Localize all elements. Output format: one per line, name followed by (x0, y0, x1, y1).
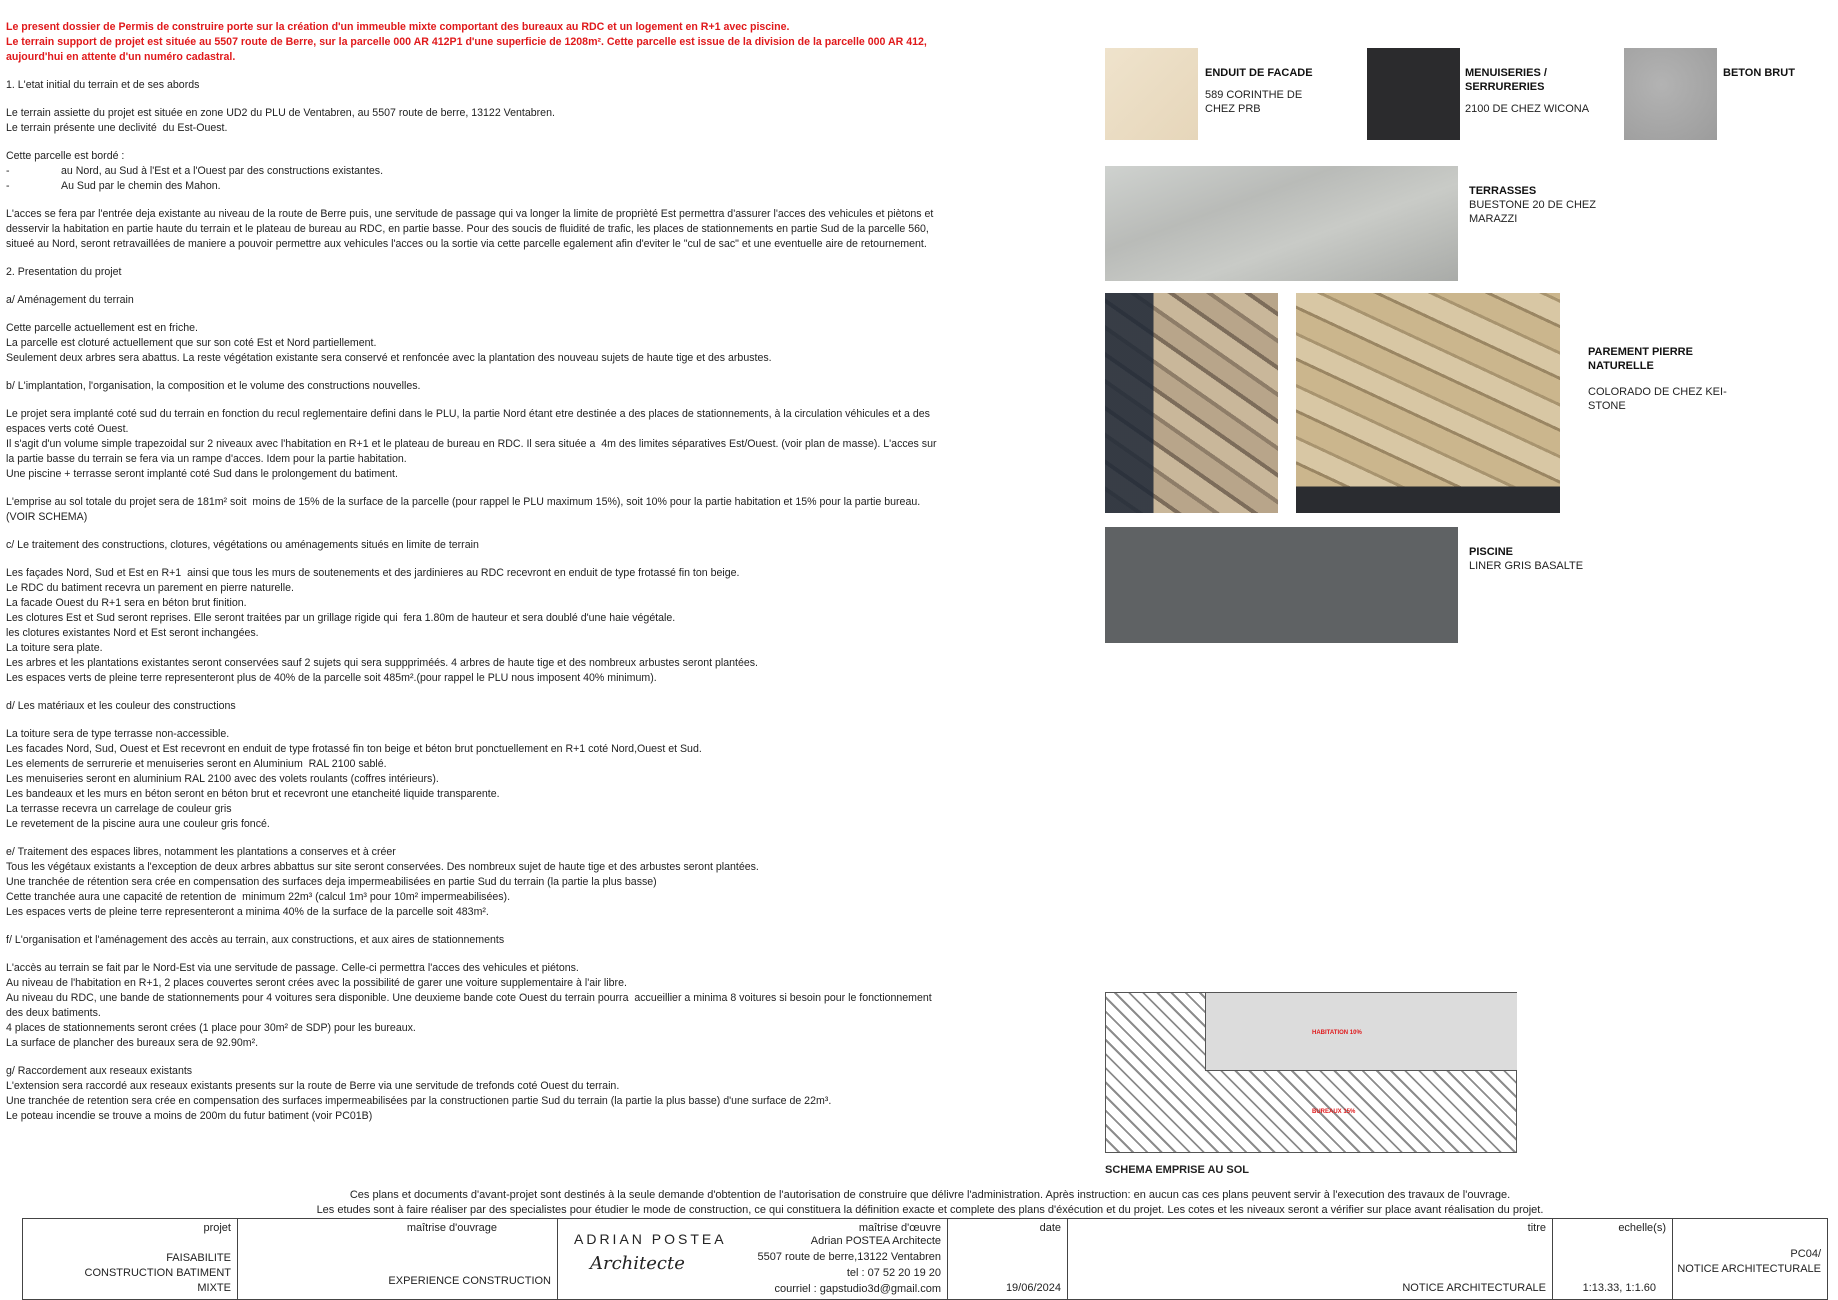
notice-line: Seulement deux arbres sera abattus. La reste végétation existante sera conservé et renfoncée avec la plantation des nouveau sujets de haute tige et des arbustes. (6, 352, 772, 364)
notice-line: b/ L'implantation, l'organisation, la composition et le volume des constructions nouvelles. (6, 380, 421, 392)
notice-line: d/ Les matériaux et les couleur des constructions (6, 700, 236, 712)
notice-line: Les menuiseries seront en aluminium RAL 2100 avec des volets roulants (coffres intérieurs). (6, 773, 439, 785)
notice-line: - Au Sud par le chemin des Mahon. (6, 179, 1016, 194)
titre-value: NOTICE ARCHITECTURALE (1402, 1282, 1546, 1294)
notice-line: La facade Ouest du R+1 sera en béton brut finition. (6, 597, 247, 609)
notice-line: c/ Le traitement des constructions, clotures, végétations ou aménagements situés en limite de terrain (6, 539, 479, 551)
notice-line: f/ L'organisation et l'aménagement des accès au terrain, aux constructions, et aux aires de stationnements (6, 934, 505, 946)
notice-text (6, 20, 1016, 1124)
notice-line: Le projet sera implanté coté sud du terrain en fonction du recul reglementaire defini dans le PLU, la partie Nord étant etre destinée a des places de stationnements, à la circulation véhicules et a des (6, 408, 930, 420)
notice-line: - au Nord, au Sud à l'Est et a l'Ouest par des constructions existantes. (6, 164, 1016, 179)
notice-line: Au niveau du RDC, une bande de stationnements pour 4 voitures sera disponible. Une deuxieme bande cote Ouest du terrain pourra accueillier a minima 8 voitures si besoin pour le fonctionnement (6, 992, 932, 1004)
notice-line: Les elements de serrurerie et menuiseries seront en Aluminium RAL 2100 sablé. (6, 758, 387, 770)
notice-line: Le revetement de la piscine aura une couleur gris foncé. (6, 818, 270, 830)
schema-title: SCHEMA EMPRISE AU SOL (1105, 1164, 1250, 1176)
architect-line-2: 5507 route de berre,13122 Ventabren (757, 1251, 941, 1263)
pierre-label (1588, 345, 1728, 413)
architect-logo: ADRIAN POSTEA (574, 1231, 727, 1247)
architect-signature: Architecte (590, 1253, 685, 1274)
schema-habitation-label: HABITATION 10% (1312, 1030, 1362, 1036)
notice-line: Il s'agit d'un volume simple trapezoidal sur 2 niveaux avec l'habitation en R+1 et le plateau de bureau en RDC. Il sera située a 4m des limites séparatives Est/Ouest. (voir plan de masse). L'acces sur (6, 438, 937, 450)
notice-line: Les arbres et les plantations existantes seront conservées sauf 2 sujets qui sera supppriméés. 4 arbres de haute tige et des nombreux arbustes seront plantées. (6, 657, 758, 669)
notice-line: les clotures existantes Nord et Est seront inchangées. (6, 627, 259, 639)
cell-echelle (1553, 1219, 1673, 1299)
notice-line: L'emprise au sol totale du projet sera de 181m² soit moins de 15% de la surface de la parcelle (pour rappel le PLU maximum 15%), soit 10% pour la partie habitation et 15% pour la partie bureau. (6, 496, 921, 508)
notice-line: Le terrain support de projet est située au 5507 route de Berre, sur la parcelle 000 AR 412P1 d'une superficie de 1208m². Cette parcelle est issue de la division de la parcelle 000 AR 412, (6, 36, 927, 48)
piscine-label (1469, 545, 1629, 573)
date-label: date (1039, 1222, 1061, 1234)
notice-line: situeé au Nord, seront retravaillées de maniere a pouvoir permettre aux vehicules l'acces ou la sortie via cette parcelle egalement afin d'eviter le "cul de sac" et une eventuelle aire de retournement. (6, 238, 927, 250)
notice-line: Les façades Nord, Sud et Est en R+1 ainsi que tous les murs de soutenements et des jardinieres au RDC recevront en enduit de type frotassé fin ton beige. (6, 567, 740, 579)
menuiseries-label (1465, 66, 1600, 116)
cell-maitrise-oeuvre (558, 1219, 948, 1299)
notice-line: e/ Traitement des espaces libres, notamment les plantations a conserves et à créer (6, 846, 396, 858)
reference-line-2: NOTICE ARCHITECTURALE (1677, 1263, 1821, 1275)
pierre-photo-1 (1105, 293, 1278, 513)
echelle-value: 1:13.33, 1:1.60 (1582, 1282, 1656, 1294)
notice-line: La toiture sera de type terrasse non-accessible. (6, 728, 230, 740)
notice-line: 1. L'etat initial du terrain et de ses abords (6, 79, 200, 91)
enduit-title: ENDUIT DE FACADE (1205, 67, 1313, 79)
enduit-label (1205, 66, 1325, 116)
pierre-title: PAREMENT PIERRE NATURELLE (1588, 346, 1693, 372)
notice-line: Les espaces verts de pleine terre representeront a minima 40% de la surface de la parcelle soit 483m². (6, 906, 489, 918)
menuiseries-desc: 2100 DE CHEZ WICONA (1465, 103, 1590, 115)
notice-line: Les bandeaux et les murs en béton seront en béton brut et recevront une etancheité liquide transparente. (6, 788, 500, 800)
notice-line: La toiture sera plate. (6, 642, 103, 654)
enduit-swatch (1105, 48, 1198, 140)
notice-line: Les facades Nord, Sud, Ouest et Est recevront en enduit de type frotassé fin ton beige et béton brut ponctuellement en R+1 coté Nord,Ouest et Sud. (6, 743, 702, 755)
echelle-label: echelle(s) (1618, 1222, 1666, 1234)
architect-line-1: Adrian POSTEA Architecte (810, 1235, 941, 1247)
projet-label: projet (203, 1222, 231, 1234)
notice-line: Le terrain assiette du projet est située en zone UD2 du PLU de Ventabren, au 5507 route de berre, 13122 Ventabren. (6, 107, 555, 119)
notice-line: Tous les végétaux existants a l'exception de deux arbres abbattus sur site seront conservées. Des nombreux sujet de haute tige et des arbustes seront plantées. (6, 861, 759, 873)
notice-line: des deux batiments. (6, 1007, 101, 1019)
notice-line: La terrasse recevra un carrelage de couleur gris (6, 803, 232, 815)
notice-line: Cette parcelle est bordé : (6, 150, 125, 162)
cell-date (948, 1219, 1068, 1299)
terrasses-photo (1105, 166, 1458, 281)
notice-line: La parcelle est cloturé actuellement que sur son coté Est et Nord partiellement. (6, 337, 377, 349)
cell-projet (23, 1219, 238, 1299)
notice-line: espaces verts coté Ouest. (6, 423, 129, 435)
enduit-desc: 589 CORINTHE DE CHEZ PRB (1205, 89, 1303, 115)
menuiseries-swatch (1367, 48, 1460, 140)
titre-label: titre (1527, 1222, 1546, 1234)
projet-line-2: CONSTRUCTION BATIMENT (84, 1267, 231, 1279)
notice-line: 2. Presentation du projet (6, 266, 122, 278)
cell-maitrise-ouvrage (238, 1219, 558, 1299)
projet-value (85, 1251, 231, 1296)
notice-line: aujourd'hui en attente d'un numéro cadastral. (6, 51, 236, 63)
notice-line: Une piscine + terrasse seront implanté coté Sud dans le prolongement du batiment. (6, 468, 398, 480)
beton-title: BETON BRUT (1723, 67, 1795, 79)
notice-line: la partie basse du terrain se fera via un rampe d'acces. Idem pour la partie habitation. (6, 453, 407, 465)
piscine-title: PISCINE (1469, 546, 1514, 558)
maitrise-ouvrage-label: maîtrise d'ouvrage (406, 1222, 497, 1234)
piscine-desc: LINER GRIS BASALTE (1469, 560, 1584, 572)
disclaimer (230, 1188, 1630, 1218)
notice-line: desservir la habitation en partie haute du terrain et le plateau de bureau au RDC, en partie basse. Pour des soucis de fluidité de trafic, les places de stationnements en partie Sud de la parcelle 560, (6, 223, 929, 235)
notice-line: Les clotures Est et Sud seront reprises. Elle seront traitées par un grillage rigide qui fera 1.80m de hauteur et sera doublé d'une haie végétale. (6, 612, 676, 624)
schema-bureaux-label: BUREAUX 15% (1312, 1109, 1356, 1115)
maitrise-ouvrage-value: EXPERIENCE CONSTRUCTION (388, 1275, 551, 1287)
pierre-photo-2 (1296, 293, 1560, 513)
terrasses-title: TERRASSES (1469, 185, 1537, 197)
notice-line: Une tranchée de retention sera crée en compensation des surfaces impermeabilisées par la constructionen partie Sud du terrain (la partie la plus basse) d'une surface de 22m³. (6, 1095, 832, 1107)
notice-line: Le terrain présente une declivité du Est-Ouest. (6, 122, 228, 134)
reference-value (1677, 1247, 1821, 1277)
schema-emprise (1105, 992, 1517, 1153)
terrasses-desc: BUESTONE 20 DE CHEZ MARAZZI (1469, 199, 1596, 225)
cell-reference (1673, 1219, 1827, 1299)
notice-line: Le present dossier de Permis de construire porte sur la création d'un immeuble mixte comportant des bureaux au RDC et un logement en R+1 avec piscine. (6, 21, 790, 33)
menuiseries-title: MENUISERIES / SERRURERIES (1465, 67, 1547, 93)
architect-line-3: tel : 07 52 20 19 20 (846, 1267, 941, 1279)
disclaimer-line-2: Les etudes sont à faire réaliser par des specialistes pour étudier le mode de construction, ce qui constituera la définition exacte et complete des plans d'éxécution et du projet. Les cotes et les niveaux seront a vérifier sur place avant réalisation du projet. (316, 1204, 1544, 1216)
notice-line: Le poteau incendie se trouve a moins de 200m du futur batiment (voir PC01B) (6, 1110, 373, 1122)
notice-line: Cette tranchée aura une capacité de retention de minimum 22m³ (calcul 1m³ pour 10m² impermeabilisées). (6, 891, 511, 903)
disclaimer-line-1: Ces plans et documents d'avant-projet sont destinés à la seule demande d'obtention de l'autorisation de construire que délivre l'administration. Après instruction: en aucun cas ces plans peuvent servir à l'execution des travaux de l'ouvrage. (349, 1189, 1511, 1201)
notice-line: g/ Raccordement aux reseaux existants (6, 1065, 193, 1077)
notice-line: a/ Aménagement du terrain (6, 294, 134, 306)
notice-line: La surface de plancher des bureaux sera de 92.90m². (6, 1037, 259, 1049)
projet-line-1: FAISABILITE (166, 1252, 231, 1264)
terrasses-label (1469, 184, 1599, 226)
notice-line: Au niveau de l'habitation en R+1, 2 places couvertes seront crées avec la possibilité de garer une voiture supplementaire à l'air libre. (6, 977, 627, 989)
notice-line: Une tranchée de rétention sera crée en compensation des surfaces deja impermeabilisées en partie Sud du terrain (la partie la plus basse) (6, 876, 657, 888)
pierre-desc: COLORADO DE CHEZ KEI-STONE (1588, 386, 1727, 412)
notice-line: L'extension sera raccordé aux reseaux existants presents sur la route de Berre via une servitude de trefonds coté Ouest du terrain. (6, 1080, 620, 1092)
maitrise-oeuvre-label: maîtrise d'œuvre (858, 1222, 941, 1234)
architect-line-4: courriel : gapstudio3d@gmail.com (774, 1283, 941, 1295)
architect-address (758, 1233, 941, 1297)
title-block (22, 1218, 1828, 1300)
reference-line-1: PC04/ (1790, 1248, 1821, 1260)
notice-line: L'accès au terrain se fait par le Nord-Est via une servitude de passage. Celle-ci permettra l'acces des vehicules et piétons. (6, 962, 579, 974)
date-value: 19/06/2024 (1005, 1282, 1061, 1294)
projet-line-3: MIXTE (197, 1282, 231, 1294)
notice-line: (VOIR SCHEMA) (6, 511, 88, 523)
notice-line: Cette parcelle actuellement est en friche. (6, 322, 198, 334)
notice-line: Le RDC du batiment recevra un parement en pierre naturelle. (6, 582, 294, 594)
cell-titre (1068, 1219, 1553, 1299)
beton-label (1723, 66, 1833, 80)
notice-line: 4 places de stationnements seront crées (1 place pour 30m² de SDP) pour les bureaux. (6, 1022, 416, 1034)
beton-swatch (1624, 48, 1717, 140)
notice-line: Les espaces verts de pleine terre representeront plus de 40% de la parcelle soit 485m².(pour rappel le PLU nous imposent 40% minimum). (6, 672, 657, 684)
notice-line: L'acces se fera par l'entrée deja existante au niveau de la route de Berre puis, une servitude de passage qui va longer la limite de proprièté Est permettra d'assurer l'acces des vehicules et piètons et (6, 208, 934, 220)
piscine-swatch (1105, 527, 1458, 643)
